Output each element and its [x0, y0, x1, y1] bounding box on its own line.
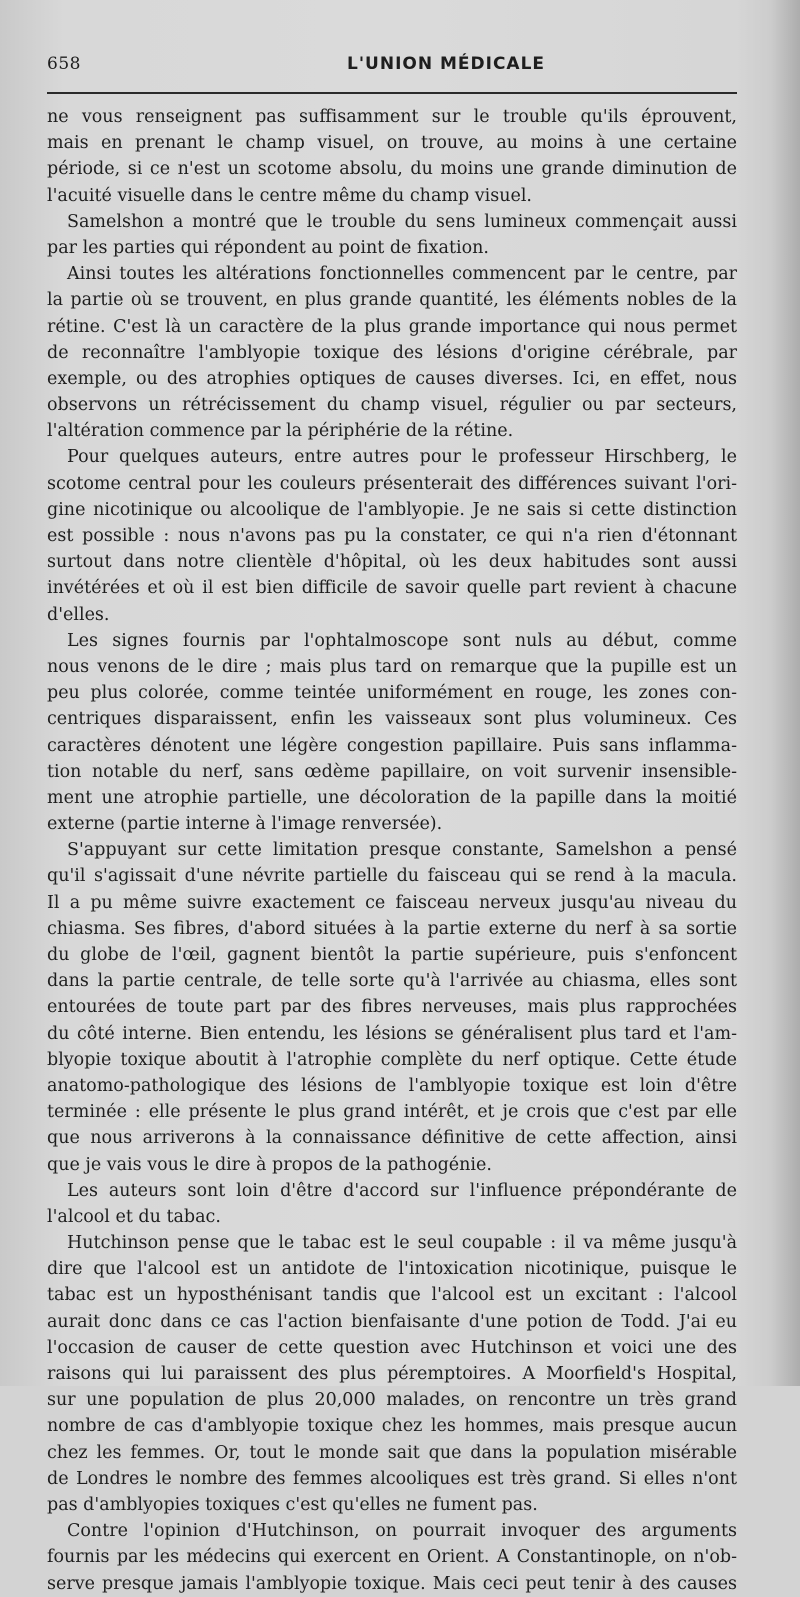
- text-line: mais en prenant le champ visuel, on trouve, au moins à une certaine: [47, 133, 737, 154]
- text-line: par les parties qui répondent au point de fixation.: [47, 237, 489, 258]
- body-text: [47, 104, 737, 1597]
- text-line: dans la partie centrale, de telle sorte qu'à l'arrivée au chiasma, elles sont: [47, 971, 737, 992]
- paragraph: [47, 209, 737, 261]
- text-line: Hutchinson pense que le tabac est le seul coupable : il va même jusqu'à: [67, 1233, 737, 1254]
- text-line: que nous arriverons à la connaissance définitive de cette affection, ainsi: [47, 1128, 737, 1149]
- text-line: d'elles.: [47, 604, 110, 625]
- text-line: Les auteurs sont loin d'être d'accord sur l'influence prépondérante de: [67, 1180, 737, 1201]
- text-line: surtout dans notre clientèle d'hôpital, où les deux habitudes sont aussi: [47, 552, 737, 573]
- text-line: l'altération commence par la périphérie de la rétine.: [47, 421, 514, 442]
- text-line: caractères dénotent une légère congestion papillaire. Puis sans inflamma-: [47, 735, 737, 756]
- paragraph: [47, 444, 737, 627]
- text-line: rétine. C'est là un caractère de la plus grande importance qui nous permet: [47, 316, 737, 337]
- text-line: chez les femmes. Or, tout le monde sait que dans la population misérable: [47, 1442, 737, 1463]
- text-line: Contre l'opinion d'Hutchinson, on pourrait invoquer des arguments: [67, 1521, 737, 1542]
- text-line: blyopie toxique aboutit à l'atrophie complète du nerf optique. Cette étude: [47, 1049, 737, 1070]
- text-line: S'appuyant sur cette limitation presque constante, Samelshon a pensé: [67, 840, 737, 861]
- text-line: période, si ce n'est un scotome absolu, du moins une grande diminution de: [47, 159, 737, 180]
- text-line: aurait donc dans ce cas l'action bienfaisante d'une potion de Todd. J'ai eu: [47, 1311, 737, 1332]
- paragraph: [47, 104, 737, 209]
- text-line: tabac est un hyposthénisant tandis que l'alcool est un excitant : l'alcool: [47, 1285, 737, 1306]
- page-header: [47, 54, 737, 84]
- text-line: pas d'amblyopies toxiques c'est qu'elles ne fument pas.: [47, 1494, 538, 1515]
- text-line: entourées de toute part par des fibres nerveuses, mais plus rapprochées: [47, 997, 737, 1018]
- paragraph: [47, 628, 737, 838]
- text-line: nombre de cas d'amblyopie toxique chez les hommes, mais presque aucun: [47, 1416, 737, 1437]
- text-line: tion notable du nerf, sans œdème papillaire, on voit survenir insensible-: [47, 761, 737, 782]
- text-line: la partie où se trouvent, en plus grande quantité, les éléments nobles de la: [47, 290, 737, 311]
- text-line: du globe de l'œil, gagnent bientôt la partie supérieure, puis s'enfoncent: [47, 945, 737, 965]
- text-line: sur une population de plus 20,000 malades, on rencontre un très grand: [47, 1390, 737, 1411]
- text-line: Samelshon a montré que le trouble du sens lumineux commençait aussi: [67, 211, 737, 232]
- text-line: Il a pu même suivre exactement ce faisceau nerveux jusqu'au niveau du: [47, 892, 737, 913]
- text-line: invétérées et où il est bien difficile de savoir quelle part revient à chacune: [47, 578, 737, 599]
- text-line: chiasma. Ses fibres, d'abord situées à la partie externe du nerf à sa sortie: [47, 918, 737, 939]
- text-line: Pour quelques auteurs, entre autres pour le professeur Hirschberg, le: [67, 447, 737, 468]
- text-line: fournis par les médecins qui exercent en Orient. A Constantinople, on n'ob-: [47, 1547, 737, 1568]
- text-line: Les signes fournis par l'ophtalmoscope sont nuls au début, comme: [67, 630, 737, 651]
- text-line: l'acuité visuelle dans le centre même du champ visuel.: [47, 185, 532, 206]
- running-title: L'UNION MÉDICALE: [347, 54, 546, 74]
- text-line: gine nicotinique ou alcoolique de l'amblyopie. Je ne sais si cette distinction: [47, 499, 737, 520]
- text-line: l'occasion de causer de cette question avec Hutchinson et voici une des: [47, 1337, 737, 1358]
- text-line: externe (partie interne à l'image renversée).: [47, 814, 443, 835]
- text-line: l'alcool et du tabac.: [47, 1206, 221, 1227]
- text-line: serve presque jamais l'amblyopie toxique. Mais ceci peut tenir à des causes: [47, 1573, 737, 1594]
- text-line: terminée : elle présente le plus grand intérêt, et je crois que c'est par elle: [47, 1102, 737, 1123]
- page-number: 658: [47, 54, 81, 74]
- paragraph: [47, 837, 737, 1177]
- paragraph: [47, 1518, 737, 1597]
- text-line: que je vais vous le dire à propos de la pathogénie.: [47, 1154, 492, 1175]
- text-line: ne vous renseignent pas suffisamment sur le trouble qu'ils éprouvent,: [47, 107, 737, 127]
- header-rule: [47, 92, 737, 94]
- text-line: de reconnaître l'amblyopie toxique des lésions d'origine cérébrale, par: [47, 342, 737, 363]
- text-line: raisons qui lui paraissent des plus péremptoires. A Moorfield's Hospital,: [47, 1364, 737, 1384]
- paragraph: [47, 1178, 737, 1230]
- text-line: scotome central pour les couleurs présenterait des différences suivant l'ori-: [47, 473, 737, 494]
- text-line: de Londres le nombre des femmes alcooliques est très grand. Si elles n'ont: [47, 1468, 737, 1489]
- text-line: ment une atrophie partielle, une décoloration de la papille dans la moitié: [47, 787, 737, 808]
- text-line: qu'il s'agissait d'une névrite partielle du faisceau qui se rend à la macula.: [47, 866, 737, 887]
- text-line: dire que l'alcool est un antidote de l'intoxication nicotinique, puisque le: [47, 1259, 737, 1280]
- text-line: anatomo-pathologique des lésions de l'amblyopie toxique est loin d'être: [47, 1075, 737, 1096]
- text-line: Ainsi toutes les altérations fonctionnelles commencent par le centre, par: [67, 264, 737, 285]
- text-line: nous venons de le dire ; mais plus tard on remarque que la pupille est un: [47, 656, 737, 677]
- text-line: centriques disparaissent, enfin les vaisseaux sont plus volumineux. Ces: [47, 709, 737, 730]
- text-line: observons un rétrécissement du champ visuel, régulier ou par secteurs,: [47, 395, 737, 416]
- text-line: est possible : nous n'avons pas pu la constater, ce qui n'a rien d'étonnant: [47, 526, 737, 546]
- text-line: du côté interne. Bien entendu, les lésions se généralisent plus tard et l'am-: [47, 1023, 737, 1044]
- paragraph: [47, 261, 737, 444]
- page-edge-shadow: [770, 0, 800, 1386]
- paragraph: [47, 1230, 737, 1518]
- text-line: peu plus colorée, comme teintée uniformément en rouge, les zones con-: [47, 683, 737, 704]
- text-line: exemple, ou des atrophies optiques de causes diverses. Ici, en effet, nous: [47, 368, 737, 389]
